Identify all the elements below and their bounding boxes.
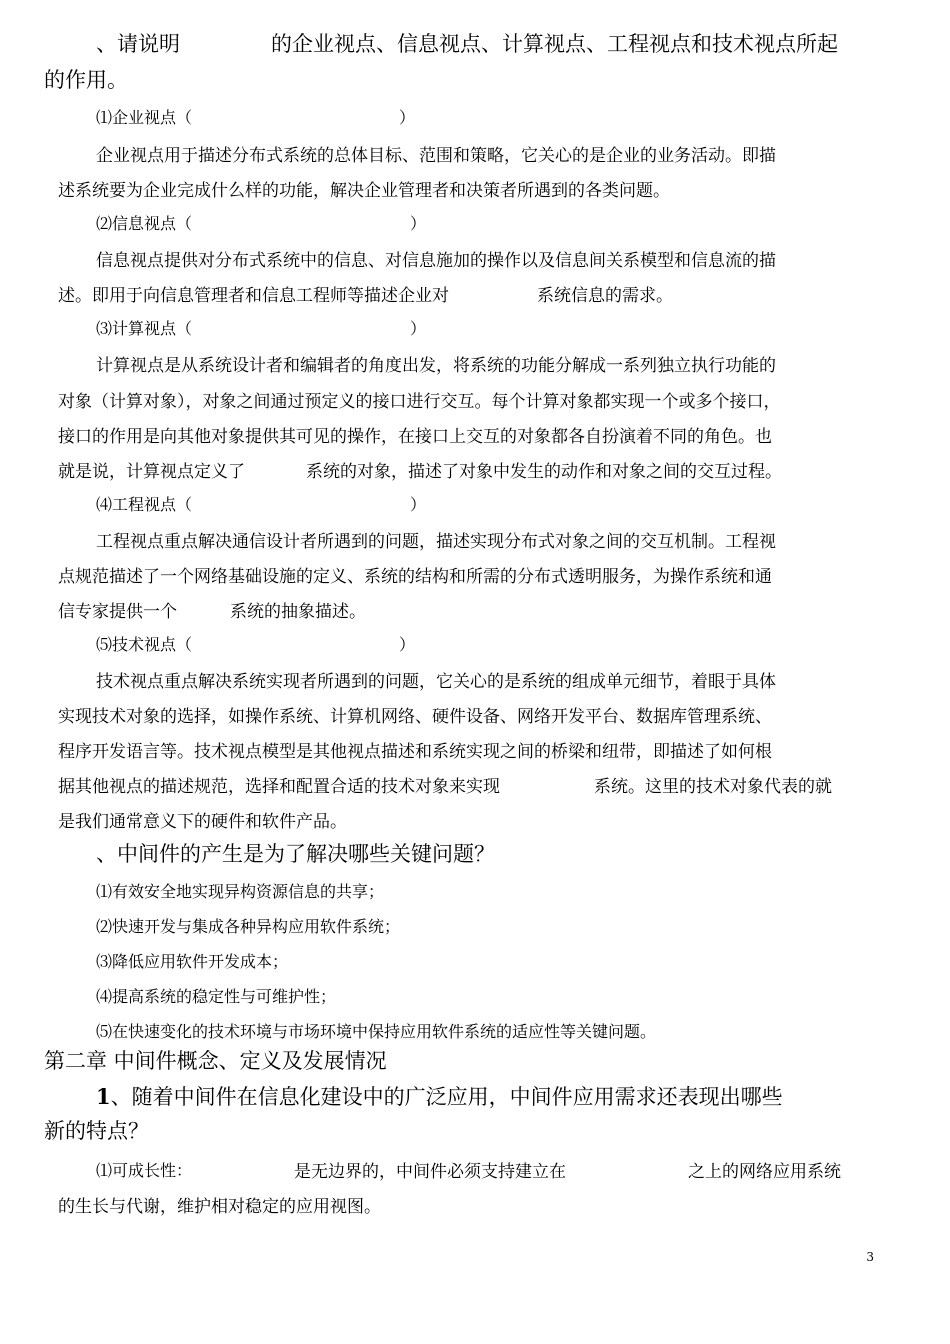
view-1-close: ）	[399, 108, 416, 127]
chapter-2-answer-1-line-2: 的生长与代谢，维护相对稳定的应用视图。	[58, 1197, 381, 1217]
question-1-line-2: 的作用。	[44, 68, 128, 92]
page-number: 3	[866, 1250, 874, 1264]
chapter-2-answer-1-mid: 是无边界的，中间件必须支持建立在	[294, 1162, 566, 1182]
view-5-text-3: 程序开发语言等。技术视点模型是其他视点描述和系统实现之间的桥梁和纽带，即描述了如何根	[58, 742, 772, 762]
view-1-text-1: 企业视点用于描述分布式系统的总体目标、范围和策略，它关心的是企业的业务活动。即描	[96, 146, 776, 166]
question-2-item-5: ⑸在快速变化的技术环境与市场环境中保持应用软件系统的适应性等关键问题。	[96, 1022, 657, 1041]
question-2-item-2: ⑵快速开发与集成各种异构应用软件系统；	[96, 917, 401, 936]
view-3-text-1: 计算视点是从系统设计者和编辑者的角度出发，将系统的功能分解成一系列独立执行功能的	[96, 356, 776, 376]
view-2-text-2b: 系统信息的需求。	[537, 286, 673, 306]
view-5-text-2: 实现技术对象的选择，如操作系统、计算机网络、硬件设备、网络开发平台、数据库管理系统、	[58, 707, 772, 727]
view-3-close: ）	[410, 319, 427, 338]
chapter-2-question-1-line-1	[96, 1081, 783, 1111]
chapter-2-question-text: 、随着中间件在信息化建设中的广泛应用，中间件应用需求还表现出哪些	[110, 1085, 783, 1109]
question-1-line-1b: 的企业视点、信息视点、计算视点、工程视点和技术视点所起	[271, 32, 838, 56]
view-2-text-2a: 述。即用于向信息管理者和信息工程师等描述企业对	[58, 286, 449, 306]
view-5-text-4a: 据其他视点的描述规范，选择和配置合适的技术对象来实现	[58, 777, 500, 797]
view-1-label: ⑴企业视点（	[96, 108, 193, 127]
question-2-item-4: ⑷提高系统的稳定性与可维护性；	[96, 987, 337, 1006]
view-2-label: ⑵信息视点（	[96, 214, 193, 233]
view-4-text-1: 工程视点重点解决通信设计者所遇到的问题，描述实现分布式对象之间的交互机制。工程视	[96, 532, 776, 552]
view-5-text-1: 技术视点重点解决系统实现者所遇到的问题，它关心的是系统的组成单元细节，着眼于具体	[96, 672, 776, 692]
view-3-text-4b: 系统的对象，描述了对象中发生的动作和对象之间的交互过程。	[306, 462, 782, 482]
view-3-text-4a: 就是说，计算视点定义了	[58, 462, 245, 482]
view-5-text-4b: 系统。这里的技术对象代表的就	[594, 777, 832, 797]
chapter-2-answer-1-label: ⑴可成长性：	[96, 1161, 193, 1180]
question-1-line-1a: 、请说明	[96, 32, 180, 56]
view-4-text-2: 点规范描述了一个网络基础设施的定义、系统的结构和所需的分布式透明服务，为操作系统和通	[58, 567, 772, 587]
view-3-text-2: 对象（计算对象），对象之间通过预定义的接口进行交互。每个计算对象都实现一个或多个接口，	[58, 392, 781, 412]
view-4-text-3a: 信专家提供一个	[58, 602, 177, 622]
view-5-label: ⑸技术视点（	[96, 635, 193, 654]
view-1-text-2: 述系统要为企业完成什么样的功能，解决企业管理者和决策者所遇到的各类问题。	[58, 181, 670, 201]
view-4-text-3b: 系统的抽象描述。	[230, 602, 366, 622]
question-2-item-3: ⑶降低应用软件开发成本；	[96, 952, 289, 971]
view-3-label: ⑶计算视点（	[96, 319, 193, 338]
chapter-2-question-number: 1	[96, 1084, 111, 1109]
view-4-label: ⑷工程视点（	[96, 495, 193, 514]
view-5-close: ）	[399, 635, 416, 654]
view-4-close: ）	[410, 495, 427, 514]
view-2-text-1: 信息视点提供对分布式系统中的信息、对信息施加的操作以及信息间关系模型和信息流的描	[96, 251, 776, 271]
chapter-2-answer-1-end: 之上的网络应用系统	[688, 1162, 841, 1182]
chapter-2-question-1-line-2: 新的特点？	[44, 1119, 149, 1143]
chapter-2-heading: 第二章 中间件概念、定义及发展情况	[44, 1049, 387, 1073]
view-5-text-5: 是我们通常意义下的硬件和软件产品。	[58, 812, 347, 832]
question-2-item-1: ⑴有效安全地实现异构资源信息的共享；	[96, 882, 385, 901]
view-2-close: ）	[410, 214, 427, 233]
question-2-title: 、中间件的产生是为了解决哪些关键问题？	[96, 842, 495, 866]
view-3-text-3: 接口的作用是向其他对象提供其可见的操作，在接口上交互的对象都各自扮演着不同的角色。也	[58, 427, 772, 447]
